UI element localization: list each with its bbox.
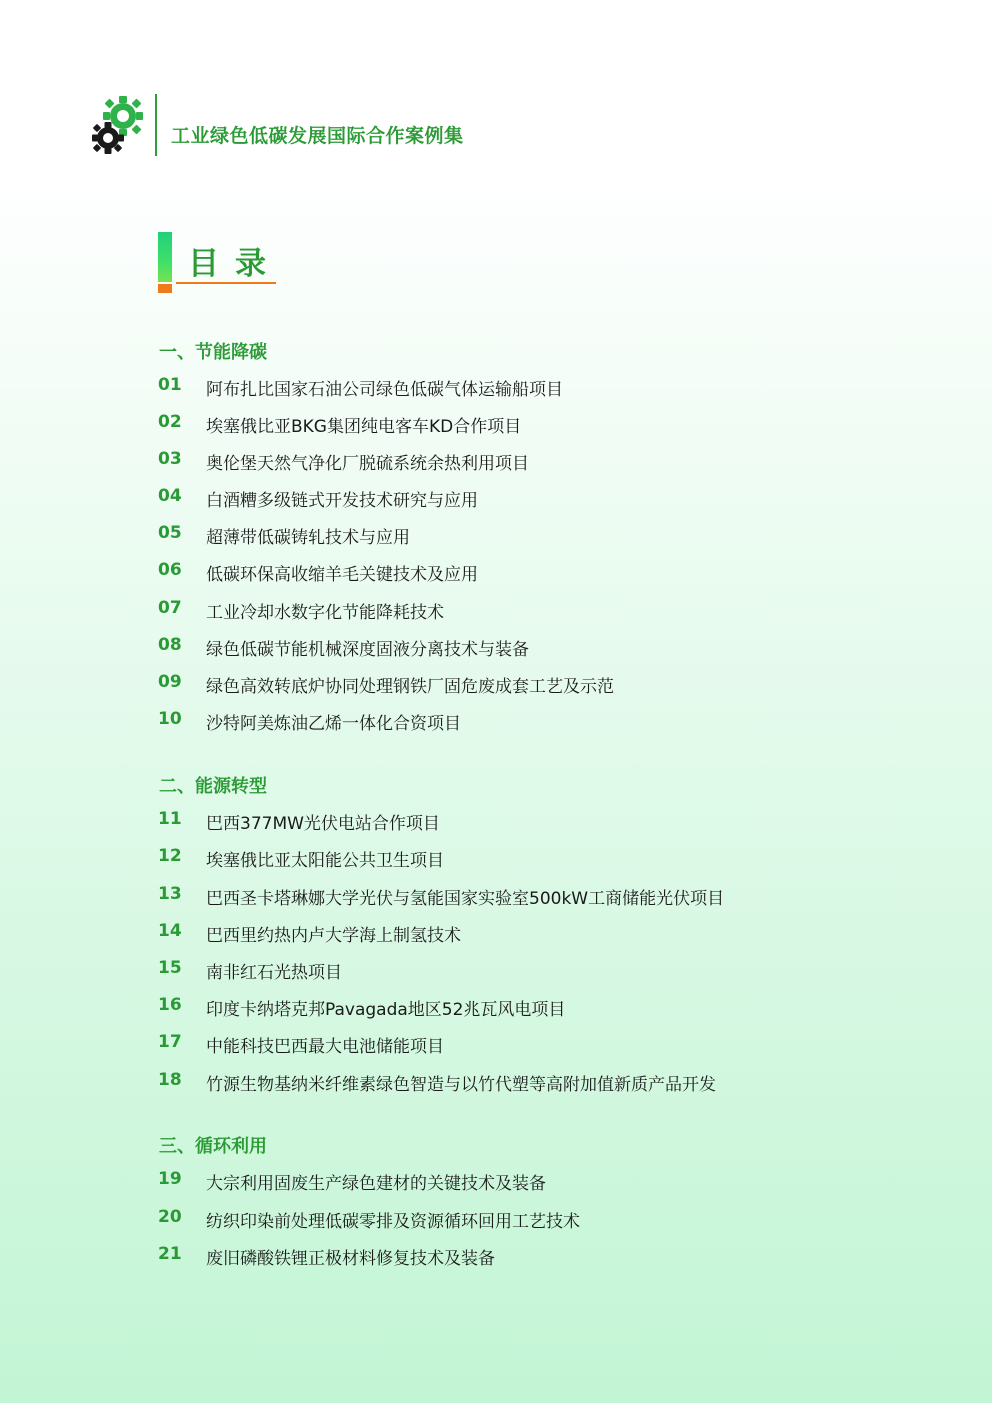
item-number: 18 xyxy=(158,1070,182,1090)
item-title: 埃塞俄比亚太阳能公共卫生项目 xyxy=(206,851,444,871)
item-title: 埃塞俄比亚BKG集团纯电客车KD合作项目 xyxy=(206,417,522,437)
section-title: 一、节能降碳 xyxy=(159,342,267,363)
item-number: 06 xyxy=(158,560,182,580)
item-number: 11 xyxy=(158,809,182,829)
item-number: 09 xyxy=(158,672,182,692)
item-title: 奥伦堡天然气净化厂脱硫系统余热利用项目 xyxy=(206,454,529,474)
toc-accent-square xyxy=(158,284,172,293)
item-number: 05 xyxy=(158,523,182,543)
item-title: 白酒糟多级链式开发技术研究与应用 xyxy=(206,491,478,511)
item-number: 19 xyxy=(158,1169,182,1189)
item-title: 沙特阿美炼油乙烯一体化合资项目 xyxy=(206,714,461,734)
item-title: 巴西377MW光伏电站合作项目 xyxy=(206,814,440,834)
item-number: 14 xyxy=(158,921,182,941)
item-number: 04 xyxy=(158,486,182,506)
item-number: 03 xyxy=(158,449,182,469)
item-number: 07 xyxy=(158,598,182,618)
item-title: 绿色高效转底炉协同处理钢铁厂固危废成套工艺及示范 xyxy=(206,677,614,697)
toc-accent-bar xyxy=(158,232,172,282)
item-title: 阿布扎比国家石油公司绿色低碳气体运输船项目 xyxy=(206,380,563,400)
item-number: 13 xyxy=(158,884,182,904)
item-title: 竹源生物基纳米纤维素绿色智造与以竹代塑等高附加值新质产品开发 xyxy=(206,1075,716,1095)
header-divider xyxy=(155,94,157,156)
item-title: 中能科技巴西最大电池储能项目 xyxy=(206,1037,444,1057)
toc-underline xyxy=(176,282,276,284)
item-title: 超薄带低碳铸轧技术与应用 xyxy=(206,528,410,548)
toc-title: 目录 xyxy=(188,246,282,282)
item-number: 20 xyxy=(158,1207,182,1227)
item-number: 02 xyxy=(158,412,182,432)
item-title: 绿色低碳节能机械深度固液分离技术与装备 xyxy=(206,640,529,660)
item-number: 16 xyxy=(158,995,182,1015)
item-title: 南非红石光热项目 xyxy=(206,963,342,983)
item-number: 12 xyxy=(158,846,182,866)
item-number: 15 xyxy=(158,958,182,978)
item-title: 废旧磷酸铁锂正极材料修复技术及装备 xyxy=(206,1249,495,1269)
section-title: 三、循环利用 xyxy=(159,1136,267,1157)
item-number: 17 xyxy=(158,1032,182,1052)
gear-logo-icon xyxy=(92,92,144,158)
item-title: 巴西里约热内卢大学海上制氢技术 xyxy=(206,926,461,946)
item-title: 巴西圣卡塔琳娜大学光伏与氢能国家实验室500kW工商储能光伏项目 xyxy=(206,889,725,909)
item-title: 工业冷却水数字化节能降耗技术 xyxy=(206,603,444,623)
item-title: 大宗利用固废生产绿色建材的关键技术及装备 xyxy=(206,1174,546,1194)
item-title: 纺织印染前处理低碳零排及资源循环回用工艺技术 xyxy=(206,1212,580,1232)
item-number: 08 xyxy=(158,635,182,655)
header-title: 工业绿色低碳发展国际合作案例集 xyxy=(171,125,464,147)
item-number: 01 xyxy=(158,375,182,395)
section-title: 二、能源转型 xyxy=(159,776,267,797)
item-title: 印度卡纳塔克邦Pavagada地区52兆瓦风电项目 xyxy=(206,1000,566,1020)
item-number: 21 xyxy=(158,1244,182,1264)
item-number: 10 xyxy=(158,709,182,729)
item-title: 低碳环保高收缩羊毛关键技术及应用 xyxy=(206,565,478,585)
